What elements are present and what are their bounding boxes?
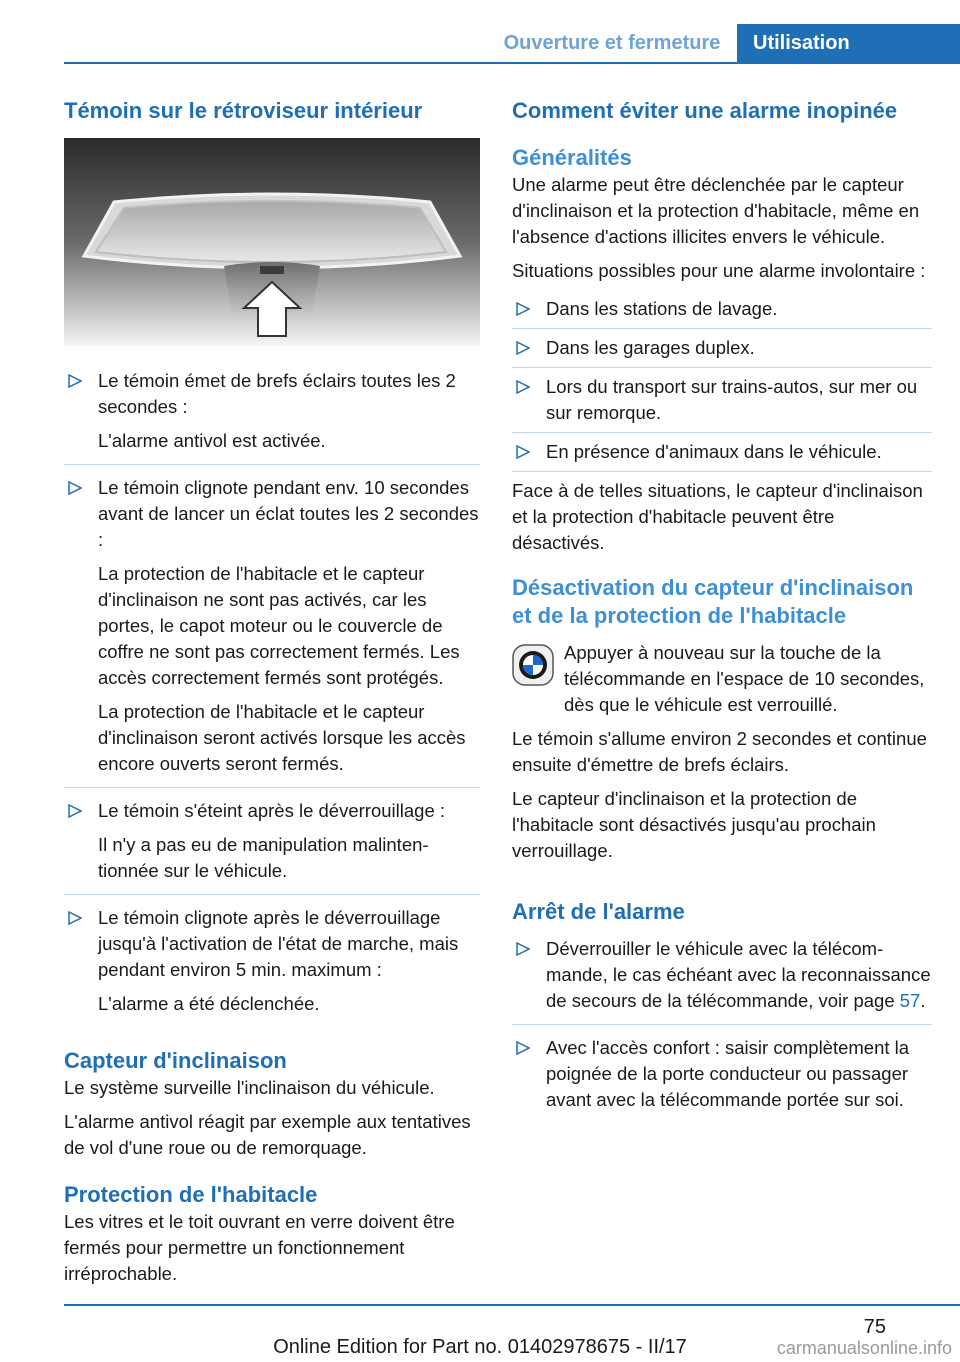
header-rule xyxy=(64,62,960,64)
list-item xyxy=(512,936,932,1025)
mirror-indicator-title: Témoin sur le rétroviseur intérieur xyxy=(64,98,423,123)
list-item-subtext: L'alarme antivol est activée. xyxy=(98,430,326,451)
triangle-bullet-icon xyxy=(516,1041,530,1055)
list-item-text: Le témoin s'éteint après le déverrouillage : xyxy=(98,800,446,821)
general-paragraph: Face à de telles situations, le capteur d'inclinaison et la protection d'habitacle peuvent être désactivés. xyxy=(512,480,923,553)
deactivation-paragraph: Appuyer à nouveau sur la touche de la télécommande en l'espace de 10 secondes, dès que le véhicule est verrouillé. xyxy=(564,642,925,715)
watermark: carmanualsonline.info xyxy=(776,1338,952,1358)
general-paragraph: Une alarme peut être déclenchée par le capteur d'inclinaison et la protection d'habitacle, même en l'absence d'actions illicites envers le véhicule. xyxy=(512,174,920,247)
general-title: Généralités xyxy=(512,145,632,170)
deactivation-paragraph: Le capteur d'inclinaison et la protection de l'habitacle sont désactivés jusqu'au prochain verrouillage. xyxy=(512,788,876,861)
deactivation-title: Désactivation du capteur d'inclinaison et de la protection de l'habitacle xyxy=(512,575,914,628)
list-item xyxy=(64,905,480,1027)
indicator-states-list xyxy=(64,368,480,1027)
list-item xyxy=(64,368,480,465)
list-item-text: Dans les garages duplex. xyxy=(546,337,755,358)
list-item xyxy=(512,335,932,368)
cabin-protection-title: Protection de l'habitacle xyxy=(64,1182,318,1207)
triangle-bullet-icon xyxy=(68,481,82,495)
right-column xyxy=(512,96,932,1133)
deactivation-paragraph: Le témoin s'allume environ 2 secondes et continue ensuite d'émettre de brefs éclairs. xyxy=(512,728,927,775)
triangle-bullet-icon xyxy=(516,445,530,459)
page-number: 75 xyxy=(863,1316,886,1338)
general-paragraph: Situations possibles pour une alarme involontaire : xyxy=(512,260,926,281)
list-item-text: Avec l'accès confort : saisir complètement la poignée de la porte conducteur ou passager avant avec la télécommande portée sur soi. xyxy=(546,1037,910,1110)
page-link[interactable]: 57 xyxy=(899,990,921,1011)
footer-rule xyxy=(64,1304,960,1306)
deactivation-instruction xyxy=(512,640,932,718)
tilt-sensor-paragraph: Le système surveille l'inclinaison du véhicule. xyxy=(64,1077,435,1098)
list-item xyxy=(512,296,932,329)
avoid-alarm-title: Comment éviter une alarme inopinée xyxy=(512,98,898,123)
list-item-text: Déverrouiller le véhicule avec la télécommande, le cas échéant avec la reconnaissance de secours de la télécommande, voir page 57. xyxy=(546,938,931,1011)
list-item-subtext: La protection de l'habitacle et le capteur d'inclinaison ne sont pas activés, car les portes, le capot moteur ou le couvercle de coffre ne sont pas correctement fermés. Les accès correctement fermés sont protégés. xyxy=(98,563,460,688)
triangle-bullet-icon xyxy=(516,302,530,316)
tilt-sensor-paragraph: L'alarme antivol réagit par exemple aux tentatives de vol d'une roue ou de remorquage. xyxy=(64,1111,471,1158)
list-item-text: Lors du transport sur trains-autos, sur mer ou sur remorque. xyxy=(546,376,918,423)
list-item-text: Dans les stations de lavage. xyxy=(546,298,778,319)
list-item-subtext: L'alarme a été déclenchée. xyxy=(98,993,320,1014)
list-item xyxy=(64,798,480,895)
stop-alarm-list xyxy=(512,936,932,1123)
left-column xyxy=(64,96,480,1287)
list-item-subtext: Il n'y a pas eu de manipulation malintentionnée sur le véhicule. xyxy=(98,834,429,881)
list-item-text: Le témoin clignote après le déverrouillage jusqu'à l'activation de l'état de marche, mais pendant environ 5 min. maximum : xyxy=(98,907,459,980)
triangle-bullet-icon xyxy=(516,380,530,394)
header-chapter-tab[interactable]: Utilisation xyxy=(737,24,960,62)
edition-footer: Online Edition for Part no. 01402978675 - II/17 xyxy=(273,1336,687,1358)
list-item xyxy=(64,475,480,788)
triangle-bullet-icon xyxy=(516,942,530,956)
tilt-sensor-title: Capteur d'inclinaison xyxy=(64,1048,287,1073)
situations-list xyxy=(512,296,932,472)
list-item-text: En présence d'animaux dans le véhicule. xyxy=(546,441,882,462)
list-item-text: Le témoin clignote pendant env. 10 secondes avant de lancer un éclat toutes les 2 secondes : xyxy=(98,477,479,550)
list-item xyxy=(512,439,932,472)
triangle-bullet-icon xyxy=(68,374,82,388)
triangle-bullet-icon xyxy=(516,341,530,355)
list-item xyxy=(512,1035,932,1123)
bmw-key-button-icon xyxy=(512,644,554,686)
list-item-subtext: La protection de l'habitacle et le capteur d'inclinaison seront activés lorsque les accès encore ouverts seront fermés. xyxy=(98,701,466,774)
rearview-mirror-illustration xyxy=(64,138,480,346)
triangle-bullet-icon xyxy=(68,911,82,925)
stop-alarm-title: Arrêt de l'alarme xyxy=(512,899,685,924)
header-section-tab[interactable]: Ouverture et fermeture xyxy=(503,32,721,54)
cabin-protection-paragraph: Les vitres et le toit ouvrant en verre doivent être fermés pour permettre un fonctionnement irréprochable. xyxy=(64,1211,455,1284)
list-item xyxy=(512,374,932,433)
list-item-text: Le témoin émet de brefs éclairs toutes les 2 secondes : xyxy=(98,370,456,417)
triangle-bullet-icon xyxy=(68,804,82,818)
